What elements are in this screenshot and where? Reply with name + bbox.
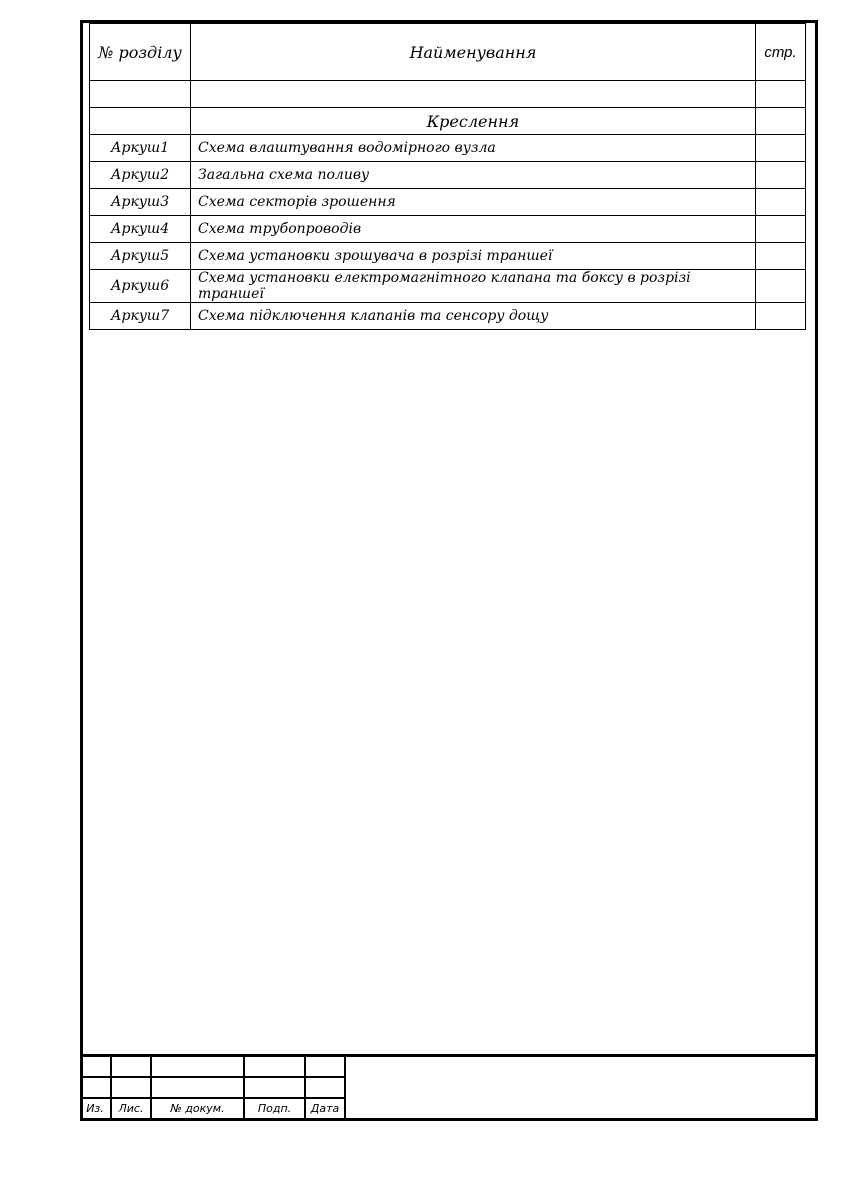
sheet-number: Аркуш6 [90, 270, 191, 303]
table-row [90, 162, 806, 189]
sheet-number: Аркуш3 [90, 189, 191, 216]
table-row [90, 135, 806, 162]
sheet-title: Схема установки зрошувача в розрізі траншеї [191, 243, 756, 270]
header-section-no: № розділу [90, 24, 191, 81]
stamp-label-sheet: Лис. [111, 1098, 151, 1118]
sheet-number: Аркуш2 [90, 162, 191, 189]
stamp-label-date: Дата [305, 1098, 345, 1118]
sheet-number: Аркуш4 [90, 216, 191, 243]
sheet-page [756, 270, 806, 303]
sheet-page [756, 243, 806, 270]
sheet-page [756, 135, 806, 162]
title-block [80, 1054, 818, 1121]
header-name: Найменування [191, 24, 756, 81]
section-title: Креслення [191, 108, 756, 135]
stamp-label-signature: Подп. [244, 1098, 305, 1118]
sheet-number: Аркуш7 [90, 303, 191, 330]
sheet-page [756, 303, 806, 330]
table-header-row [90, 24, 806, 81]
contents-table [89, 23, 806, 330]
table-row [90, 189, 806, 216]
sheet-title: Схема трубопроводів [191, 216, 756, 243]
stamp-label-row [80, 1098, 345, 1118]
table-row [90, 270, 806, 303]
header-page: стр. [756, 24, 806, 81]
sheet-number: Аркуш1 [90, 135, 191, 162]
table-row [90, 243, 806, 270]
stamp-label-document: № докум. [151, 1098, 244, 1118]
sheet-title: Схема влаштування водомірного вузла [191, 135, 756, 162]
revision-grid [80, 1057, 346, 1118]
table-row [90, 216, 806, 243]
stamp-label-change: Из. [80, 1098, 111, 1118]
section-heading-row [90, 108, 806, 135]
revision-row [80, 1077, 345, 1098]
sheet-number: Аркуш5 [90, 243, 191, 270]
sheet-title: Схема секторів зрошення [191, 189, 756, 216]
revision-row [80, 1057, 345, 1077]
empty-row [90, 81, 806, 108]
sheet-page [756, 162, 806, 189]
sheet-title: Загальна схема поливу [191, 162, 756, 189]
sheet-title: Схема підключення клапанів та сенсору дощу [191, 303, 756, 330]
sheet-page [756, 216, 806, 243]
sheet-page [756, 189, 806, 216]
sheet-title: Схема установки електромагнітного клапана та боксу в розрізі траншеї [191, 270, 756, 303]
table-row [90, 303, 806, 330]
